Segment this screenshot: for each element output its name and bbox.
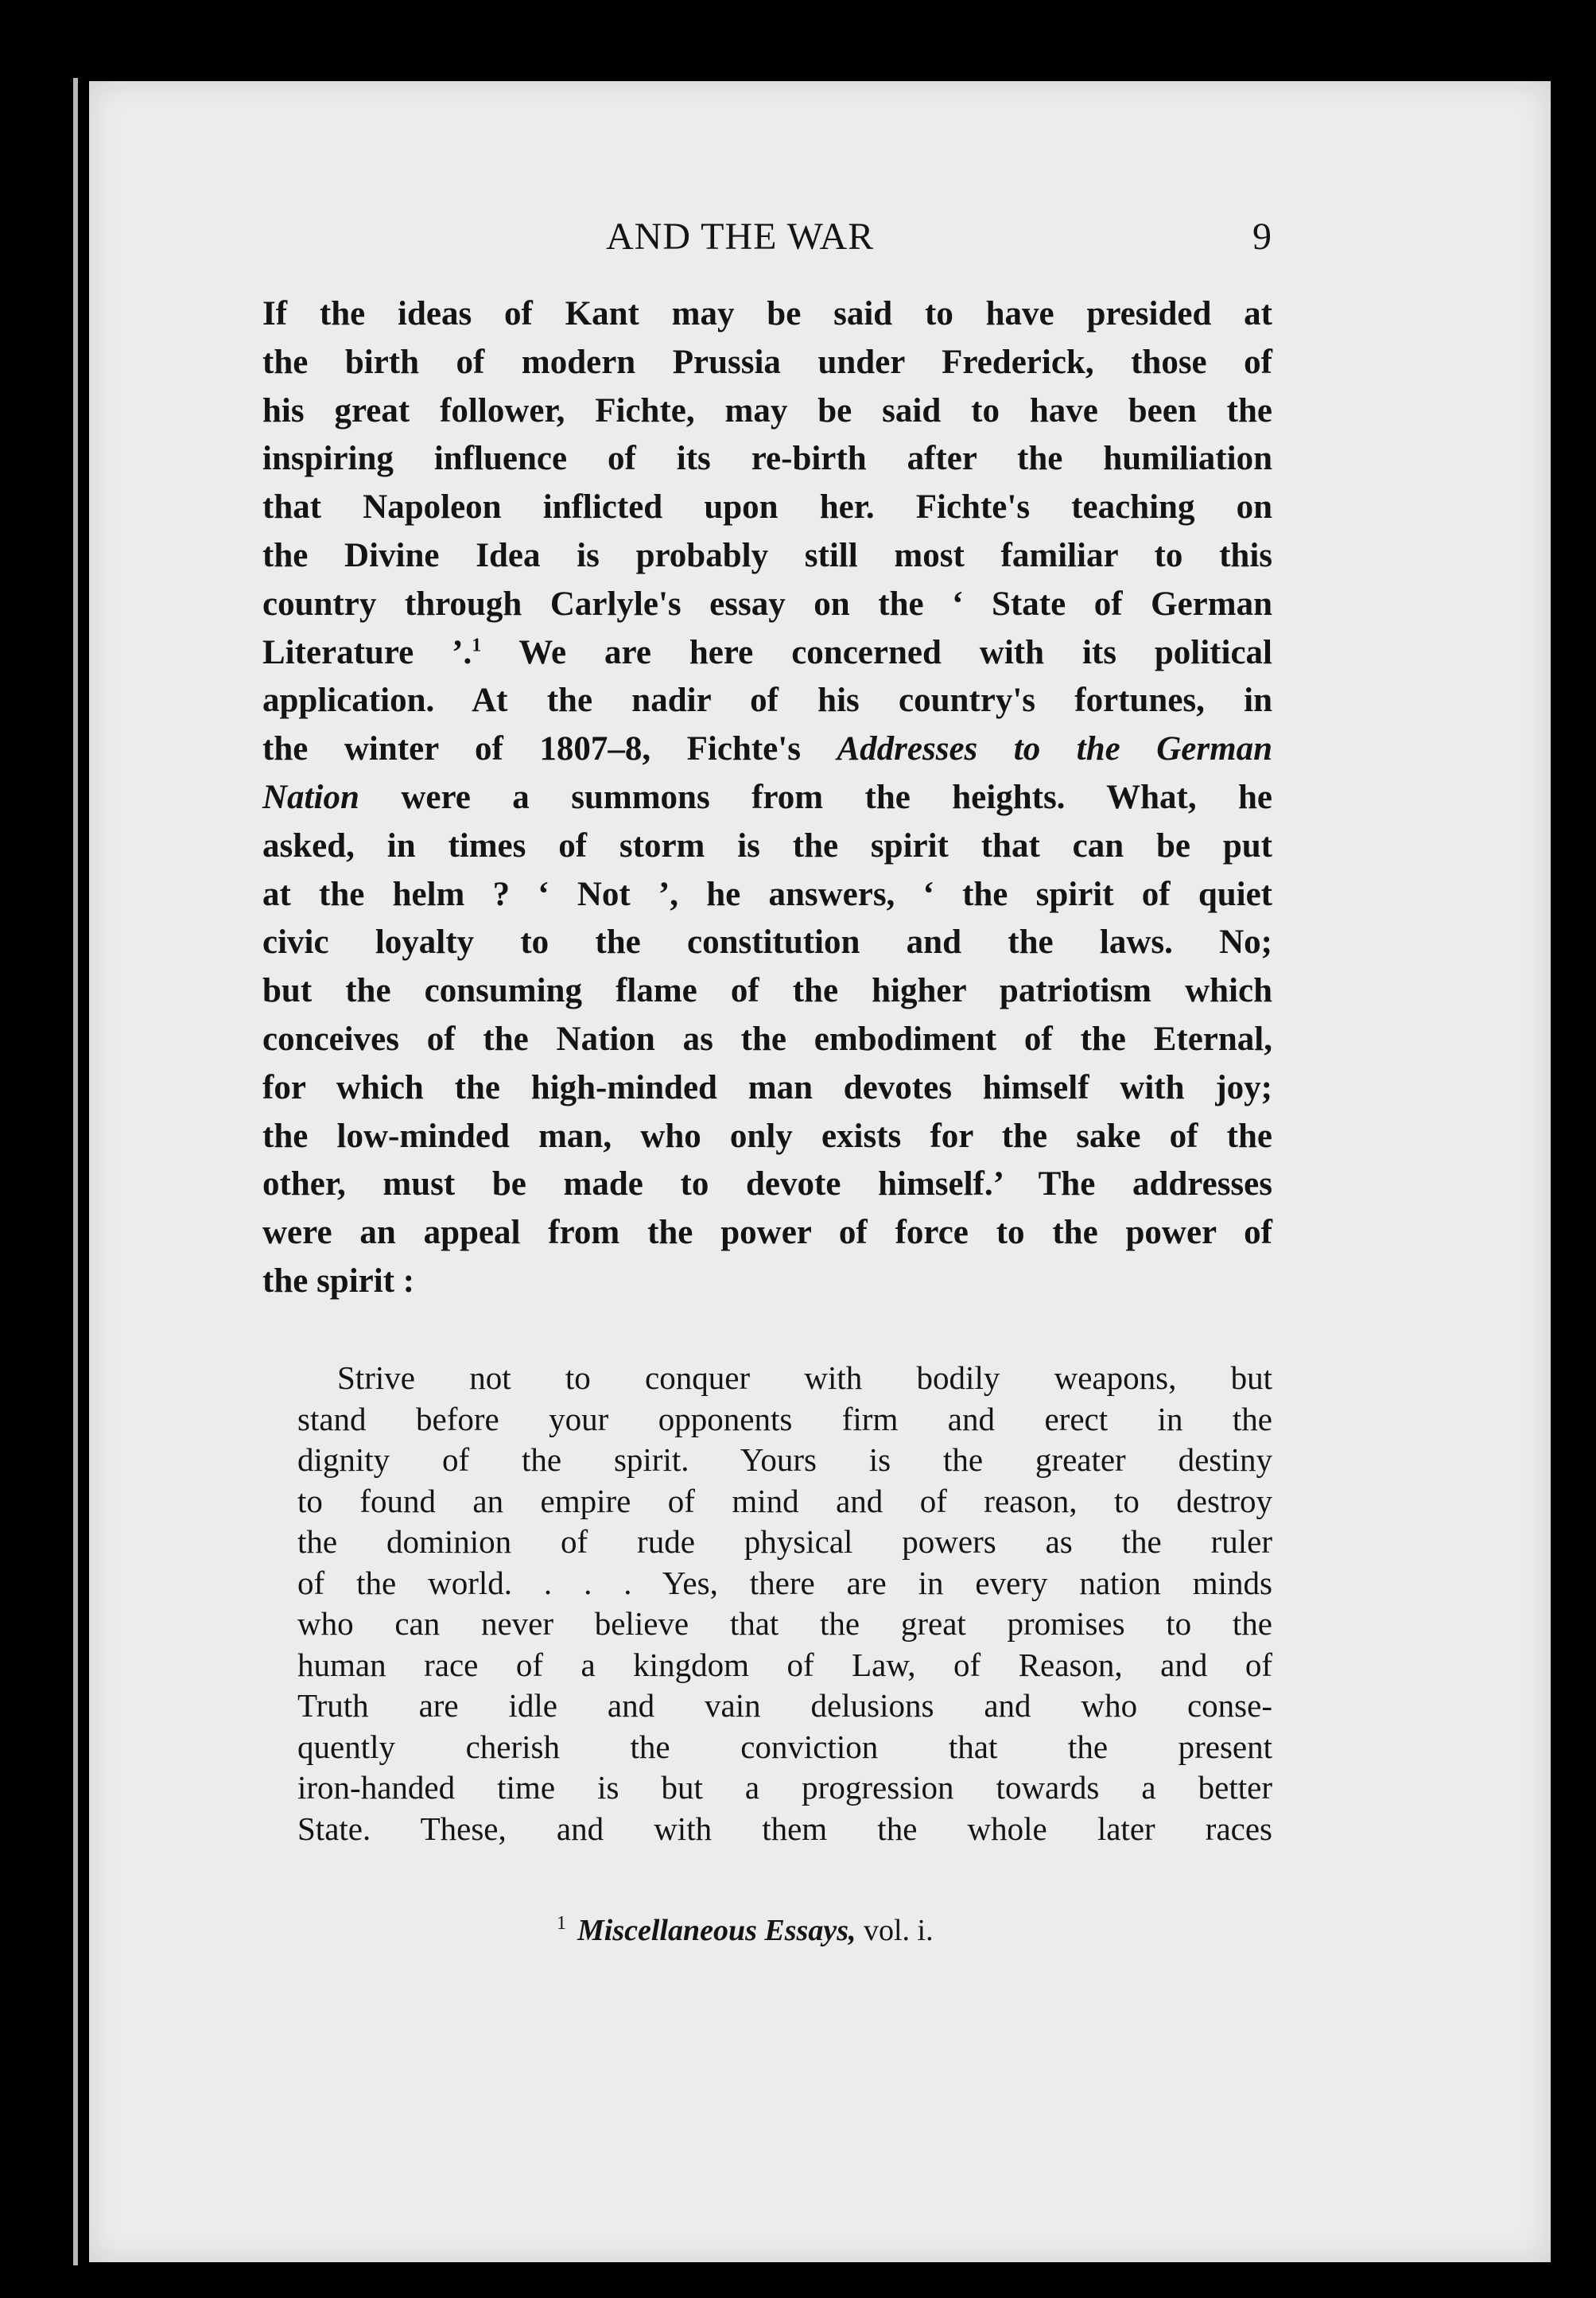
quote-line: dignity of the spirit. Yours is the greater destiny: [297, 1441, 1272, 1478]
body-paragraph: [262, 290, 1272, 1306]
quote-line: the dominion of rude physical powers as the ruler: [297, 1523, 1272, 1560]
body-line: other, must be made to devote himself.’ The addresses: [262, 1165, 1272, 1203]
body-line: application. At the nadir of his country's fortunes, in: [262, 682, 1272, 720]
page-number: 9: [1252, 216, 1272, 258]
body-line-text: Literature ’.: [262, 633, 472, 671]
footnote-work-title: Miscellaneous Essays,: [577, 1914, 856, 1947]
body-line: the spirit :: [262, 1262, 415, 1300]
footnote-mark: 1: [557, 1913, 566, 1934]
body-line: at the helm ? ‘ Not ’, he answers, ‘ the spirit of quiet: [262, 875, 1272, 913]
body-line: country through Carlyle's essay on the ‘ State of German: [262, 585, 1272, 623]
book-spine-edge: [73, 78, 78, 2265]
footnote: [557, 1913, 934, 1948]
body-line-text: the winter of 1807–8, Fichte's: [262, 730, 801, 768]
body-line: inspiring influence of its re-birth after the humiliation: [262, 440, 1272, 478]
quote-line: Truth are idle and vain delusions and who conse-: [297, 1687, 1272, 1724]
work-title-italic: Addresses to the German: [837, 730, 1272, 768]
body-line: civic loyalty to the constitution and the laws. No;: [262, 923, 1272, 962]
body-line: his great follower, Fichte, may be said to have been the: [262, 391, 1272, 430]
body-line: If the ideas of Kant may be said to have presided at: [262, 295, 1272, 332]
body-line: the low-minded man, who only exists for the sake of the: [262, 1117, 1272, 1155]
block-quotation: [297, 1358, 1272, 1849]
quote-line: of the world. . . . Yes, there are in every nation minds: [297, 1564, 1272, 1601]
quote-line: Strive not to conquer with bodily weapons, but: [337, 1359, 1272, 1396]
running-title: AND THE WAR: [606, 216, 875, 258]
quote-line: who can never believe that the great promises to the: [297, 1605, 1272, 1642]
footnote-reference: 1: [472, 635, 482, 656]
quote-line: human race of a kingdom of Law, of Reason, and of: [297, 1646, 1272, 1683]
body-line: the birth of modern Prussia under Frederick, those of: [262, 343, 1272, 381]
body-line: conceives of the Nation as the embodiment of the Eternal,: [262, 1020, 1272, 1058]
body-line-text: We are here concerned with its political: [518, 633, 1272, 671]
quote-line: stand before your opponents firm and erect in the: [297, 1400, 1272, 1437]
work-title-italic: Nation: [262, 778, 359, 816]
footnote-volume: vol. i.: [863, 1914, 934, 1947]
quote-line: State. These, and with them the whole later races: [297, 1810, 1272, 1847]
body-line: that Napoleon inflicted upon her. Fichte's teaching on: [262, 488, 1272, 527]
quote-line: iron-handed time is but a progression towards a better: [297, 1769, 1272, 1806]
body-line: [262, 629, 1272, 678]
quote-line: to found an empire of mind and of reason, to destroy: [297, 1482, 1272, 1519]
body-line: were an appeal from the power of force to the power of: [262, 1214, 1272, 1252]
body-line: the Divine Idea is probably still most familiar to this: [262, 536, 1272, 574]
body-line: for which the high-minded man devotes himself with joy;: [262, 1068, 1272, 1106]
running-head: [262, 215, 1272, 262]
quote-line: quently cherish the conviction that the present: [297, 1728, 1272, 1765]
body-line-text: were a summons from the heights. What, he: [401, 778, 1273, 816]
body-line: but the consuming flame of the higher patriotism which: [262, 972, 1272, 1010]
body-line: asked, in times of storm is the spirit that can be put: [262, 826, 1272, 865]
body-line: [262, 774, 1272, 822]
body-line: [262, 725, 1272, 774]
